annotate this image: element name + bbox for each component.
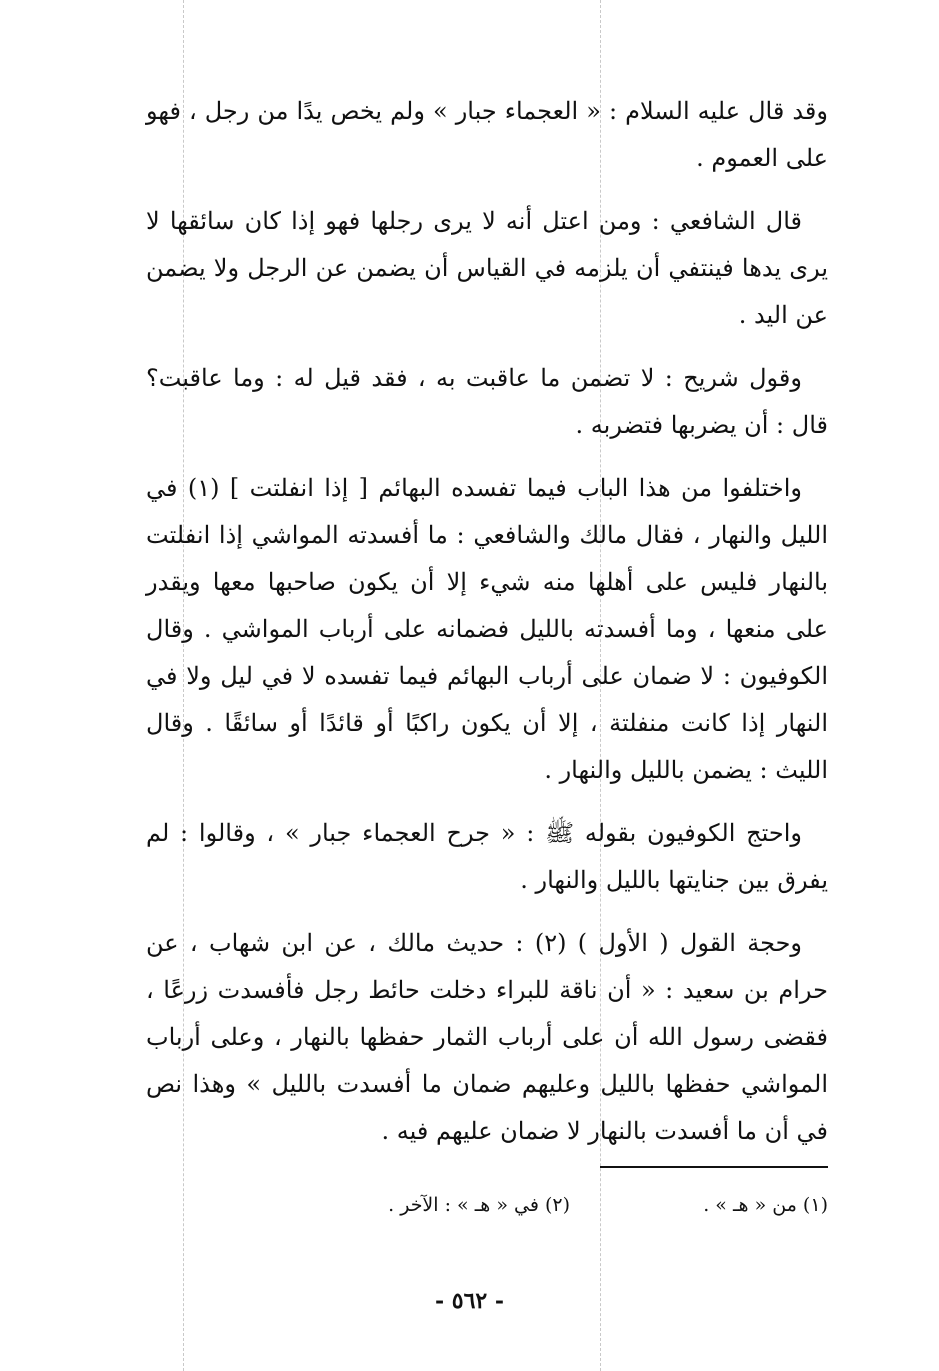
footnote: (٢) في « هـ » : الآخر . — [388, 1194, 570, 1216]
body-text — [146, 88, 828, 1171]
paragraph: واحتج الكوفيون بقوله ﷺ : « جرح العجماء جبار » ، وقالوا : لم يفرق بين جنايتها بالليل والنهار . — [146, 819, 828, 894]
paragraph: واختلفوا من هذا الباب فيما تفسده البهائم [ إذا انفلتت ] (١) في الليل والنهار ، فقال مالك والشافعي : ما أفسدته المواشي إذا انفلتت بالنهار فليس على أهلها منه شيء إلا أن يكون صاحبها معها ويقدر على منعها ، وما أفسدته بالليل فضمانه على أرباب المواشي . وقال الكوفيون : لا ضمان على أرباب البهائم فيما تفسده لا في ليل ولا في النهار إذا كانت منفلتة ، إلا أن يكون راكبًا أو قائدًا أو سائقًا . وقال الليث : يضمن بالليل والنهار . — [146, 474, 829, 784]
page-number: - ٥٦٢ - — [434, 1288, 505, 1314]
footnote-separator — [600, 1166, 828, 1168]
footnote: (١) من « هـ » . — [703, 1194, 828, 1216]
paragraph: وقول شريح : لا تضمن ما عاقبت به ، فقد قيل له : وما عاقبت؟ قال : أن يضربها فتضربه . — [146, 364, 828, 439]
paragraph: وقد قال عليه السلام : « العجماء جبار » ولم يخص يدًا من رجل ، فهو على العموم . — [146, 97, 828, 172]
paragraph: قال الشافعي : ومن اعتل أنه لا يرى رجلها فهو إذا كان سائقها لا يرى يدها فينتفي أن يلزمه في القياس أن يضمن عن الرجل ولا يضمن عن اليد . — [146, 207, 828, 329]
paragraph: وحجة القول ( الأول ) (٢) : حديث مالك ، عن ابن شهاب ، عن حرام بن سعيد : « أن ناقة للبراء دخلت حائط رجل فأفسدت زرعًا ، فقضى رسول الله أن على أرباب الثمار حفظها بالنهار ، وعلى أرباب المواشي حفظها بالليل وعليهم ضمان ما أفسدت بالليل » وهذا نص في أن ما أفسدت بالنهار لا ضمان عليهم فيه . — [146, 929, 828, 1145]
footnotes — [146, 1190, 828, 1222]
